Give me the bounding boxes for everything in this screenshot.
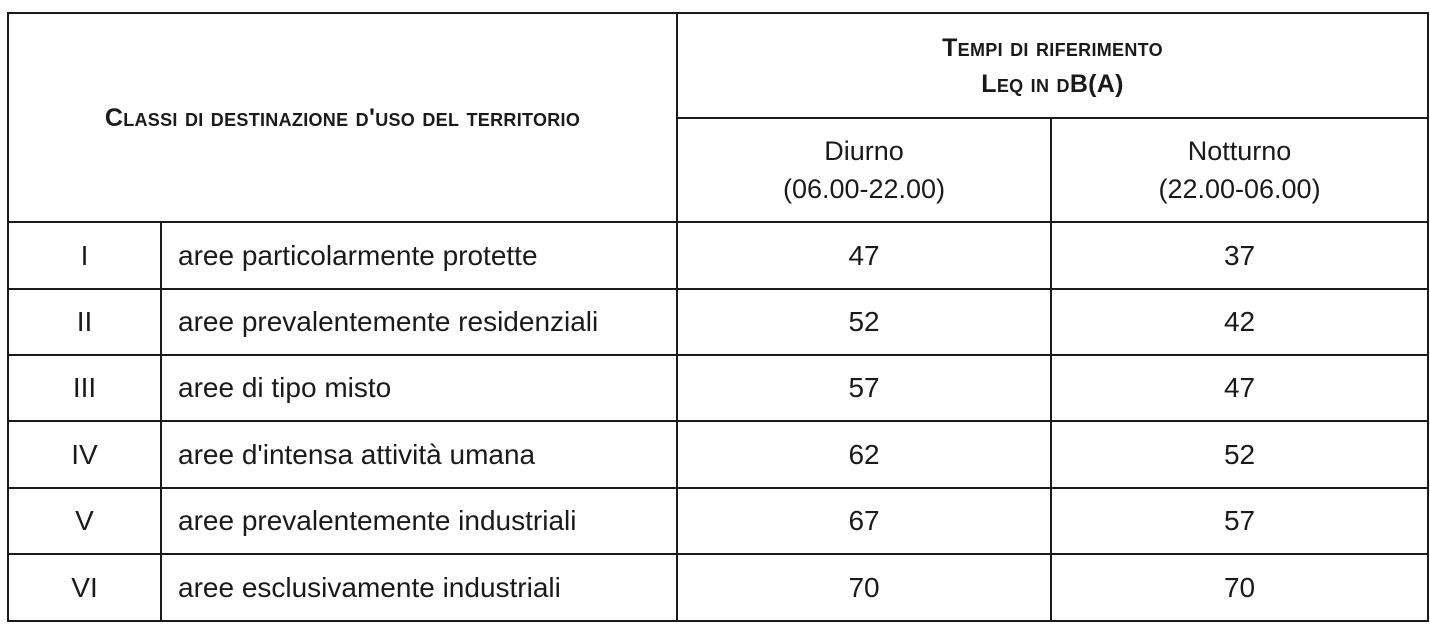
reference-times-header xyxy=(677,13,1428,118)
day-value-cell: 57 xyxy=(677,355,1051,421)
description-cell: aree prevalentemente residenziali xyxy=(161,289,677,355)
day-column-header xyxy=(677,118,1051,222)
class-cell: III xyxy=(8,355,161,421)
night-value-cell: 47 xyxy=(1051,355,1428,421)
table-row xyxy=(8,488,1428,554)
table-row xyxy=(8,355,1428,421)
leq-unit-label: Leq in dB(A) xyxy=(981,69,1124,98)
class-cell: IV xyxy=(8,421,161,488)
day-column-name: Diurno xyxy=(824,136,904,166)
land-use-class-header xyxy=(8,13,677,222)
table-row xyxy=(8,222,1428,289)
day-value-cell: 67 xyxy=(677,488,1051,554)
description-cell: aree prevalentemente industriali xyxy=(161,488,677,554)
class-cell: II xyxy=(8,289,161,355)
noise-limits-table xyxy=(7,12,1429,622)
description-cell: aree esclusivamente industriali xyxy=(161,554,677,621)
night-value-cell: 57 xyxy=(1051,488,1428,554)
day-value-cell: 47 xyxy=(677,222,1051,289)
table-row xyxy=(8,289,1428,355)
day-value-cell: 62 xyxy=(677,421,1051,488)
description-cell: aree d'intensa attività umana xyxy=(161,421,677,488)
description-cell: aree particolarmente protette xyxy=(161,222,677,289)
description-cell: aree di tipo misto xyxy=(161,355,677,421)
night-value-cell: 37 xyxy=(1051,222,1428,289)
night-column-range: (22.00-06.00) xyxy=(1158,174,1321,204)
table-row xyxy=(8,421,1428,488)
table-row xyxy=(8,554,1428,621)
day-value-cell: 52 xyxy=(677,289,1051,355)
night-value-cell: 52 xyxy=(1051,421,1428,488)
class-cell: V xyxy=(8,488,161,554)
night-column-header xyxy=(1051,118,1428,222)
reference-times-title: Tempi di riferimento xyxy=(942,33,1163,62)
class-cell: VI xyxy=(8,554,161,621)
night-column-name: Notturno xyxy=(1187,136,1292,166)
class-cell: I xyxy=(8,222,161,289)
day-column-range: (06.00-22.00) xyxy=(782,174,946,204)
land-use-class-header-text: Classi di destinazione d'uso del territorio xyxy=(104,103,581,132)
night-value-cell: 42 xyxy=(1051,289,1428,355)
night-value-cell: 70 xyxy=(1051,554,1428,621)
day-value-cell: 70 xyxy=(677,554,1051,621)
